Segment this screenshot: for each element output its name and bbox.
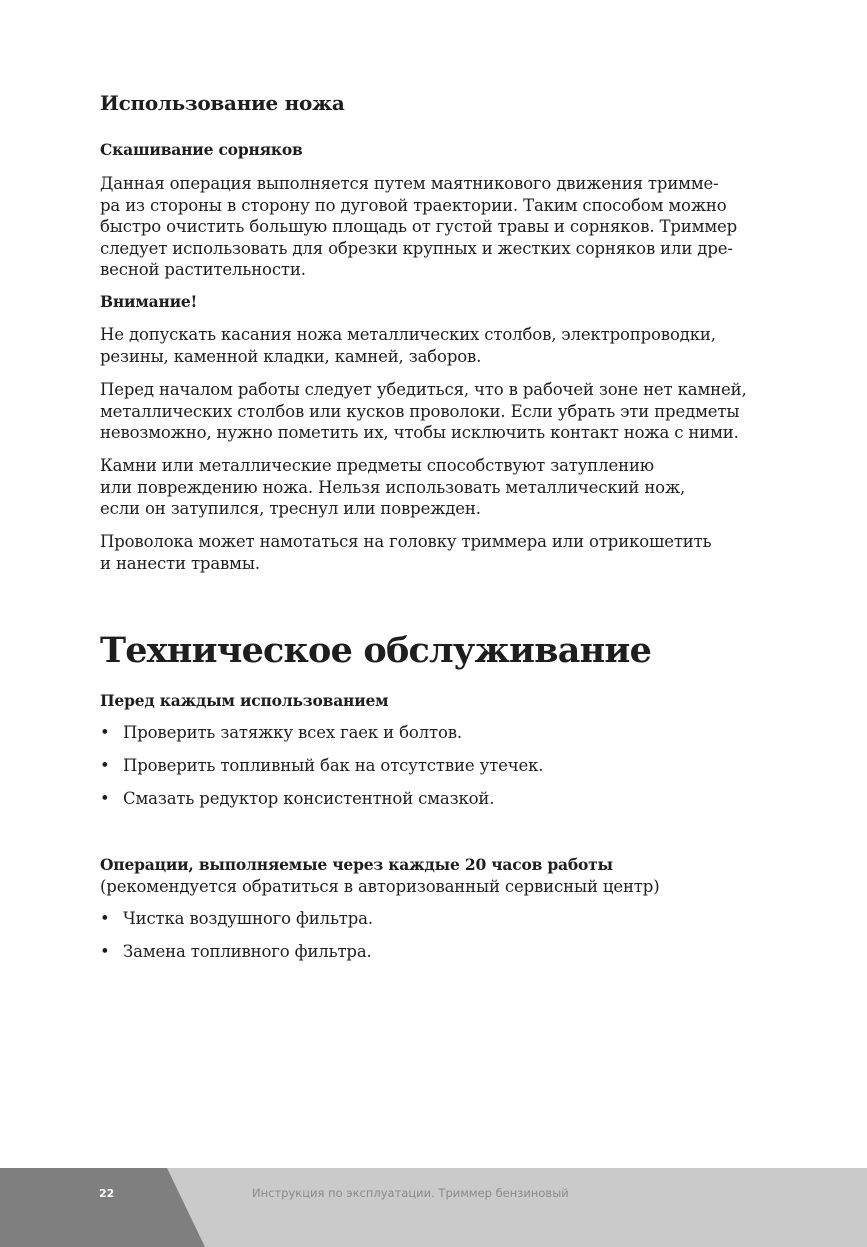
bullet-icon: • [100, 942, 110, 961]
page-footer [0, 1168, 867, 1247]
list-item-text: Смазать редуктор консистентной смазкой. [123, 789, 495, 808]
text-line: ра из стороны в сторону по дуговой траектории. Таким способом можно [100, 195, 727, 215]
warning-label: Внимание! [100, 292, 198, 311]
list-item [100, 722, 462, 744]
text-line: невозможно, нужно пометить их, чтобы исключить контакт ножа с ними. [100, 423, 739, 443]
mowing-paragraph [100, 173, 800, 281]
text-line: Данная операция выполняется путем маятникового движения тримме- [100, 174, 719, 193]
text-line: Проволока может намотаться на головку триммера или отрикошетить [100, 532, 712, 551]
every20-subtitle: Операции, выполняемые через каждые 20 часов работы [100, 855, 613, 874]
list-item [100, 755, 543, 777]
text-line: резины, каменной кладки, камней, заборов. [100, 346, 482, 366]
text-line: весной растительности. [100, 260, 306, 280]
bullet-icon: • [100, 723, 110, 742]
text-line: Не допускать касания ножа металлических столбов, электропроводки, [100, 325, 716, 344]
maintenance-title: Техническое обслуживание [100, 630, 652, 671]
warning-paragraph [100, 324, 800, 367]
text-line: (рекомендуется обратиться в авторизованный сервисный центр) [100, 877, 660, 896]
text-line: и нанести травмы. [100, 553, 260, 573]
page-number: 22 [99, 1187, 115, 1200]
before-use-subtitle: Перед каждым использованием [100, 691, 389, 710]
text-line: металлических столбов или кусков проволоки. Если убрать эти предметы [100, 401, 740, 421]
text-line: следует использовать для обрезки крупных и жестких сорняков или дре- [100, 238, 733, 258]
bullet-icon: • [100, 909, 110, 928]
bullet-icon: • [100, 789, 110, 808]
list-item [100, 788, 494, 810]
footer-tab [0, 1168, 205, 1247]
bullet-icon: • [100, 756, 110, 775]
wire-paragraph [100, 531, 800, 574]
text-line: Камни или металлические предметы способствуют затуплению [100, 456, 655, 475]
list-item-text: Проверить затяжку всех гаек и болтов. [123, 723, 462, 742]
text-line: быстро очистить большую площадь от густой травы и сорняков. Триммер [100, 217, 738, 237]
footer-doc-title: Инструкция по эксплуатации. Триммер бензиновый [252, 1186, 569, 1200]
list-item-text: Замена топливного фильтра. [123, 942, 372, 961]
check-paragraph [100, 379, 800, 444]
text-line: Перед началом работы следует убедиться, что в рабочей зоне нет камней, [100, 380, 747, 399]
every20-note [100, 876, 800, 898]
list-item [100, 941, 372, 963]
list-item [100, 908, 373, 930]
text-line: или повреждению ножа. Нельзя использовать металлический нож, [100, 477, 686, 497]
list-item-text: Чистка воздушного фильтра. [123, 909, 373, 928]
text-line: если он затупился, треснул или поврежден. [100, 499, 481, 519]
list-item-text: Проверить топливный бак на отсутствие утечек. [123, 756, 544, 775]
stones-paragraph [100, 455, 800, 520]
knife-section-title: Использование ножа [100, 91, 345, 115]
mowing-subtitle: Скашивание сорняков [100, 140, 303, 159]
